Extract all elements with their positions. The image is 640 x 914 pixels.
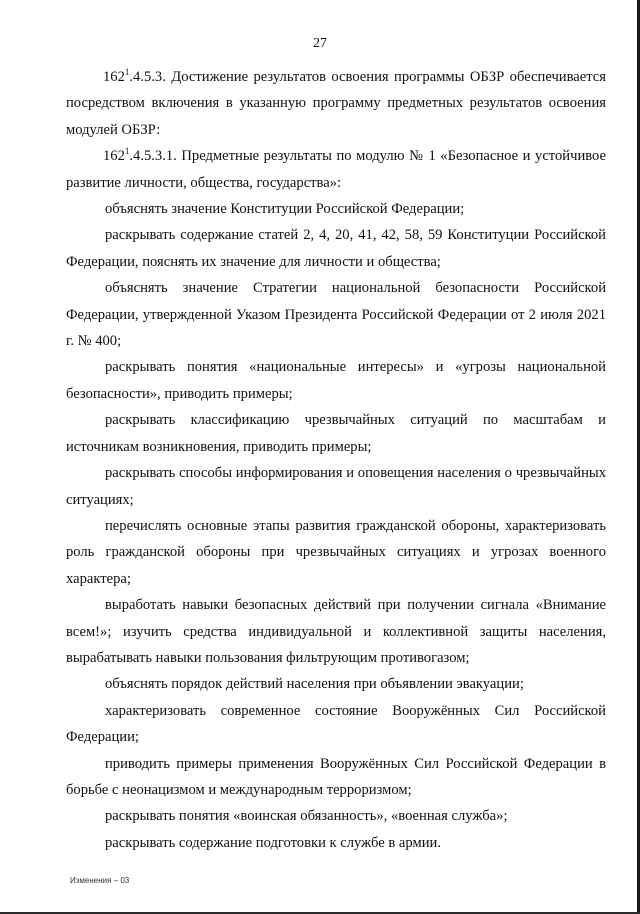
list-item: раскрывать понятия «воинская обязанность», «военная служба»; [105,808,508,825]
list-item: приводить примеры применения Вооружённых Сил Российской Федерации в борьбе с неонацизмом и международным терроризмом; [66,755,606,798]
section-paragraph-4-5-3 [66,64,606,143]
list-item: раскрывать понятия «национальные интересы» и «угрозы национальной безопасности», приводить примеры; [66,359,606,402]
section-text: .4.5.3. Достижение результатов освоения программы ОБЗР обеспечивается посредством включения в указанную программу предметных результатов освоения модулей ОБЗР: [66,69,606,138]
list-item: выработать навыки безопасных действий при получении сигнала «Внимание всем!»; изучить средства индивидуальной и коллективной защиты населения, вырабатывать навыки пользования фильтрующим противогазом; [66,597,606,666]
section-superscript: 1 [124,67,130,77]
list-item: раскрывать содержание подготовки к службе в армии. [105,834,441,851]
section-number: 162 [103,148,125,165]
section-text: .4.5.3.1. Предметные результаты по модулю № 1 «Безопасное и устойчивое развитие личности, общества, государства»: [66,148,606,191]
list-item: раскрывать способы информирования и оповещения населения о чрезвычайных ситуациях; [66,465,606,508]
list-item: объяснять значение Конституции Российской Федерации; [105,201,465,218]
section-number: 162 [103,69,125,85]
list-item: раскрывать содержание статей 2, 4, 20, 41, 42, 58, 59 Конституции Российской Федерации, пояснять их значение для личности и общества; [66,227,606,270]
list-item: объяснять порядок действий населения при объявлении эвакуации; [105,676,524,693]
list-item: перечислять основные этапы развития гражданской обороны, характеризовать роль гражданской обороны при чрезвычайных ситуациях и угрозах военного характера; [66,517,606,587]
section-superscript: 1 [124,146,130,157]
section-paragraph-4-5-3-1 [66,143,606,196]
list-item: характеризовать современное состояние Вооружённых Сил Российской Федерации; [66,702,606,746]
list-item: раскрывать классификацию чрезвычайных ситуаций по масштабам и источникам возникновения, приводить примеры; [66,412,606,455]
page-number: 27 [313,36,327,51]
revision-footer: Изменения – 03 [70,876,130,885]
list-item: объяснять значение Стратегии национальной безопасности Российской Федерации, утвержденной Указом Президента Российской Федерации от 2 июля 2021 г. № 400; [66,280,606,350]
document-body [66,64,606,856]
